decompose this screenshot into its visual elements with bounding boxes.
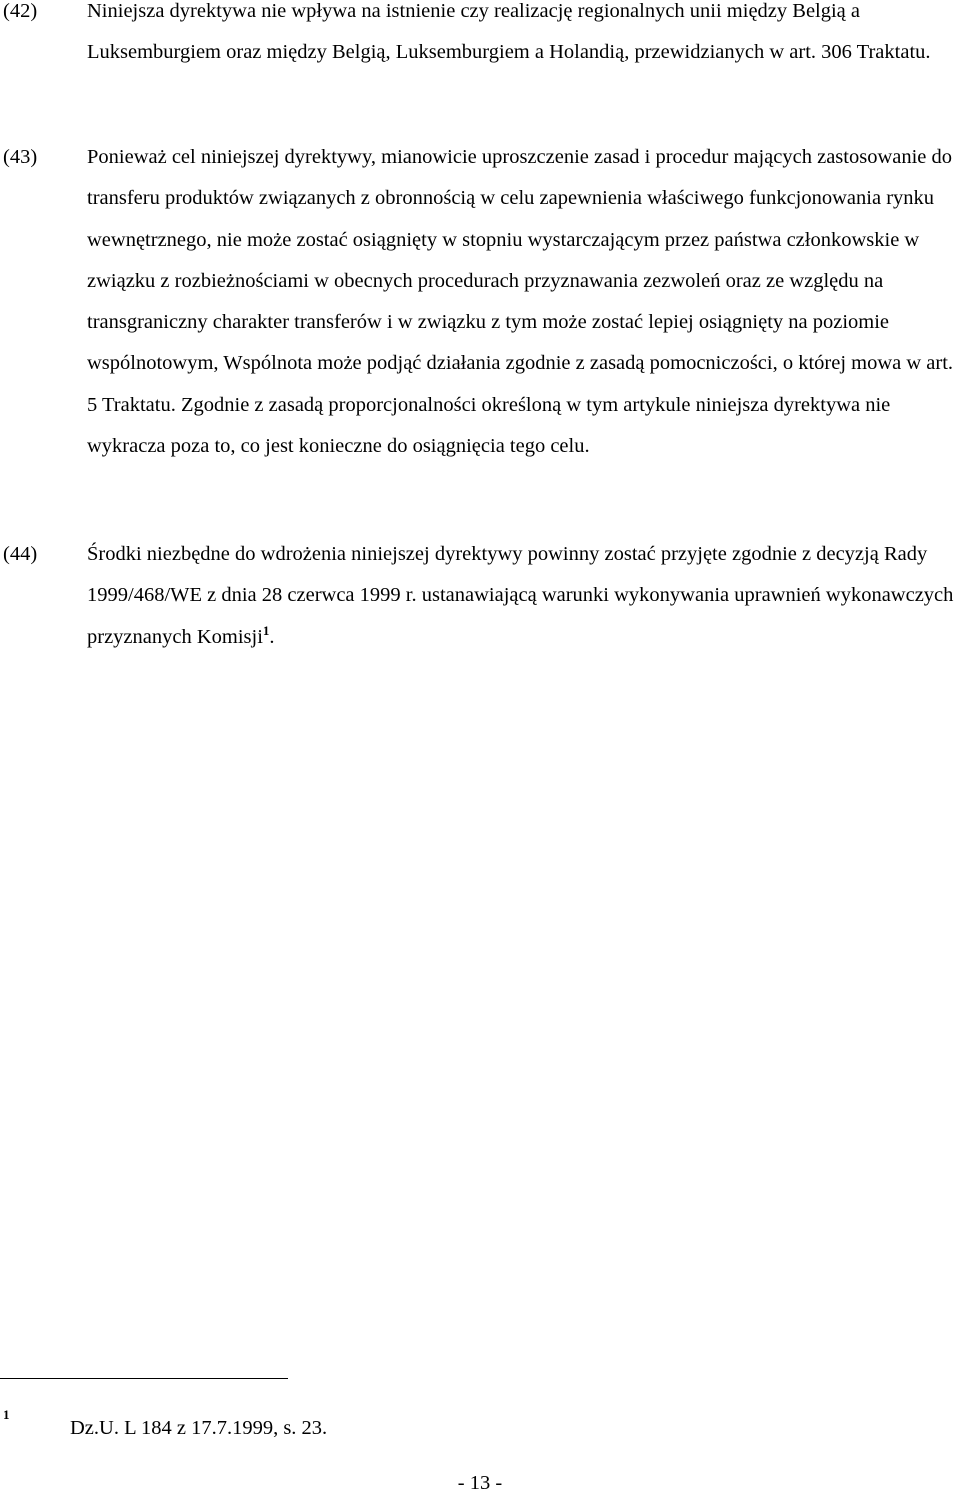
- recital-number: (43): [3, 146, 38, 168]
- recital-number: (42): [3, 0, 38, 22]
- recital-44: [0, 534, 960, 659]
- recital-text: Środki niezbędne do wdrożenia niniejszej dyrektywy powinny zostać przyjęte zgodnie z decyzją Rady 1999/468/WE z dnia 28 czerwca 1999 r. ustanawiającą warunki wykonywania uprawnień wykonawczych przyznanych Komisji: [87, 543, 954, 648]
- page-number: - 13 -: [457, 1472, 503, 1494]
- footnote-reference[interactable]: 1: [262, 622, 270, 638]
- recital-text-container: [87, 534, 959, 659]
- recital-number: (44): [3, 543, 38, 565]
- footnote-separator: [0, 1378, 288, 1379]
- footnote-text: Dz.U. L 184 z 17.7.1999, s. 23.: [70, 1417, 328, 1439]
- recital-text: Ponieważ cel niniejszej dyrektywy, mianowicie uproszczenie zasad i procedur mających zastosowanie do transferu produktów związanych z obronnością w celu zapewnienia właściwego funkcjonowania rynku wewnętrznego, nie może zostać osiągnięty w stopniu wystarczającym przez państwa członkowskie w związku z rozbieżnościami w obecnych procedurach przyznawania zezwoleń oraz ze względu na transgraniczny charakter transferów i w związku z tym może zostać lepiej osiągnięty na poziomie wspólnotowym, Wspólnota może podjąć działania zgodnie z zasadą pomocniczości, o której mowa w art. 5 Traktatu. Zgodnie z zasadą proporcjonalności określoną w tym artykule niniejsza dyrektywa nie wykracza poza to, co jest konieczne do osiągnięcia tego celu.: [87, 146, 954, 458]
- recital-text: Niniejsza dyrektywa nie wpływa na istnienie czy realizację regionalnych unii między Belgią a Luksemburgiem oraz między Belgią, Luksemburgiem a Holandią, przewidzianych w art. 306 Traktatu.: [87, 0, 931, 64]
- recital-text-end: .: [269, 625, 275, 648]
- recital-42: [0, 0, 960, 74]
- footnote-number: 1: [3, 1407, 10, 1422]
- recital-43: [0, 137, 960, 467]
